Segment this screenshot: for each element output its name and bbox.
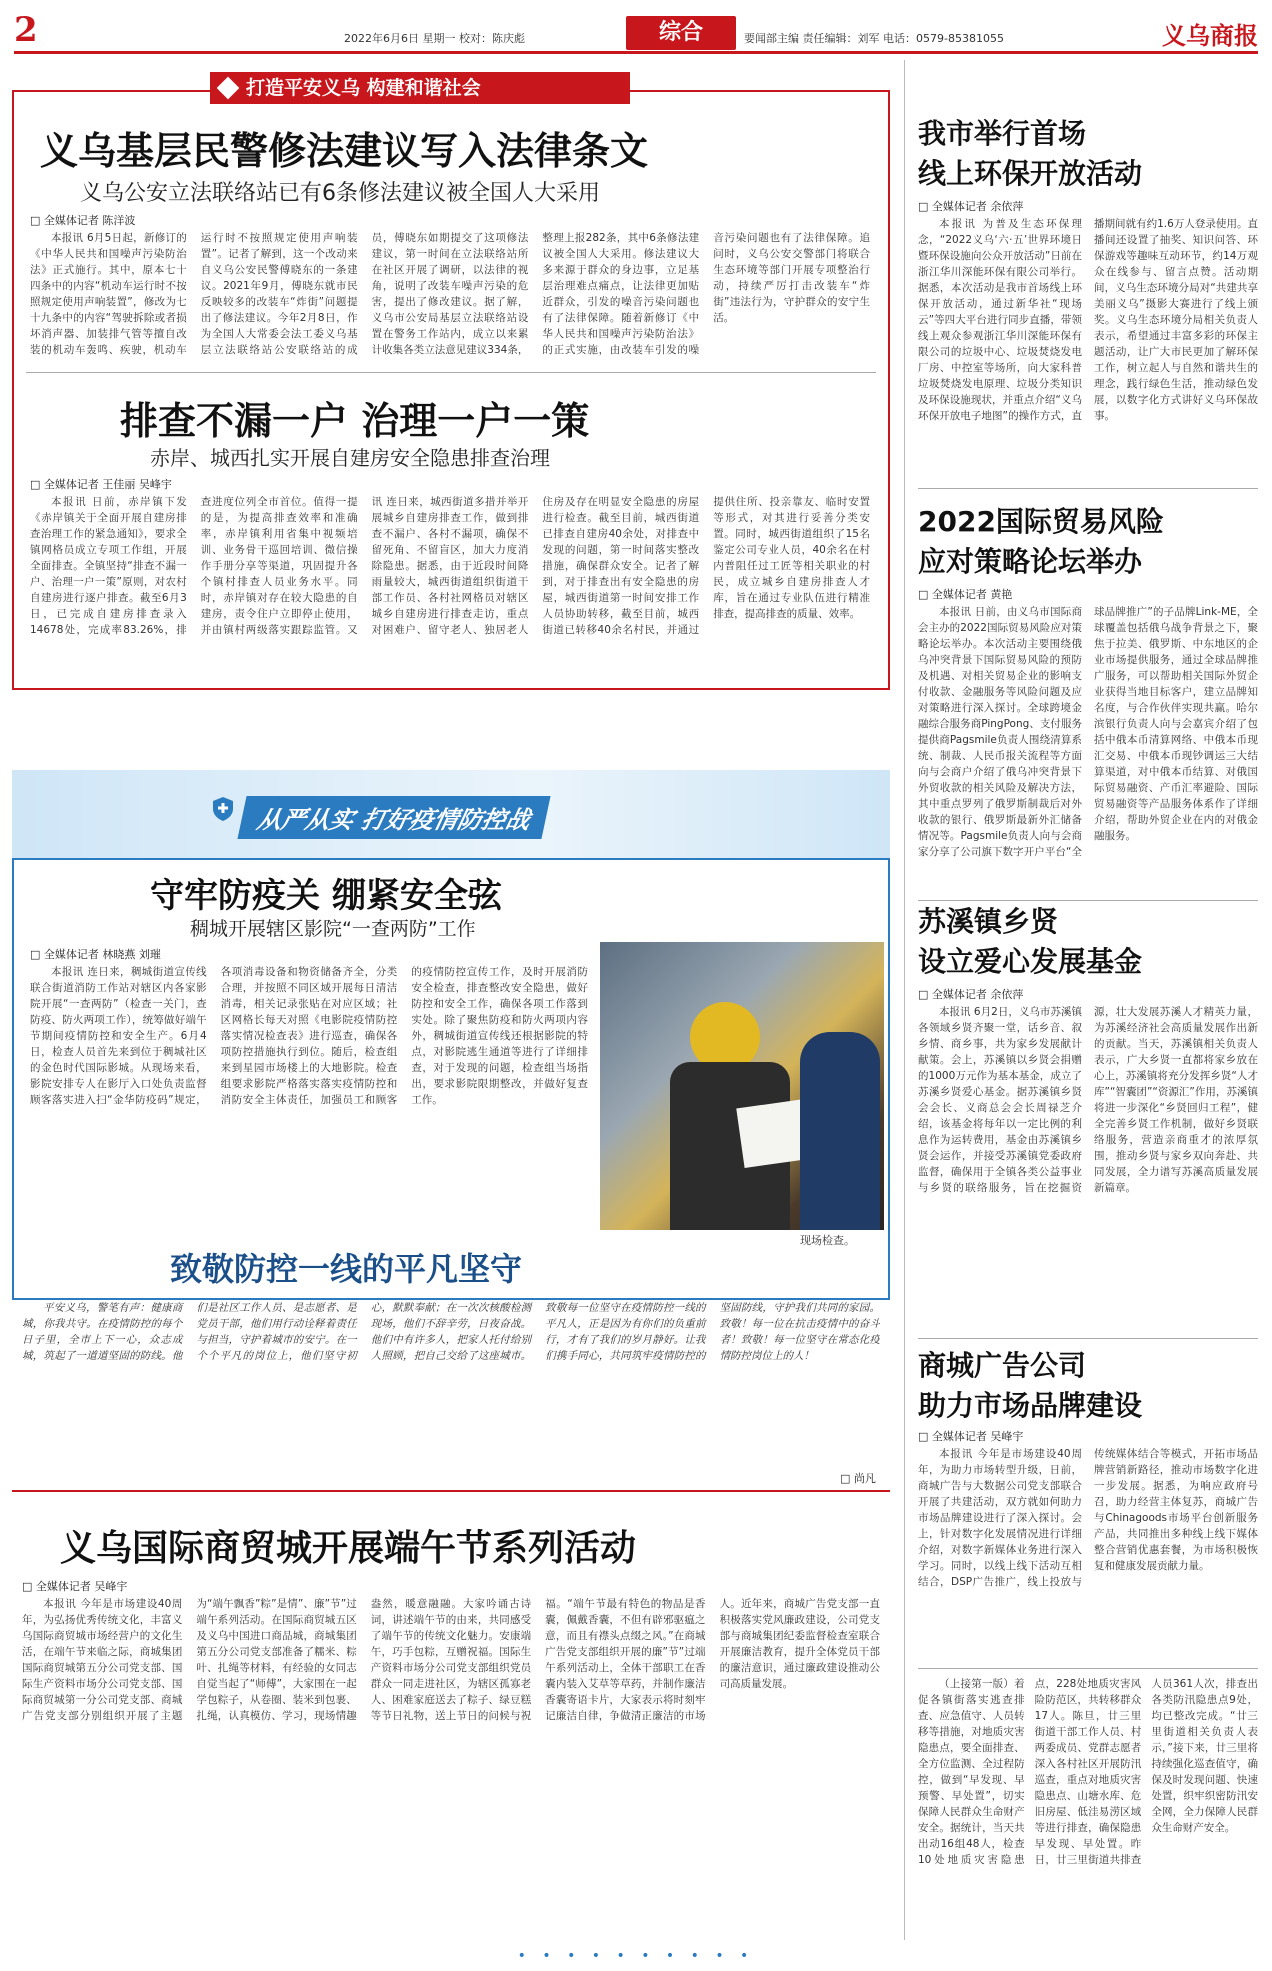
article7-byline: □ 全媒体记者 黄艳: [918, 586, 1012, 602]
article5-body-text: 本报讯 今年是市场建设40周年，为弘扬优秀传统文化，丰富义乌国际商贸城市场经营户的文化生活，在端午节来临之际，商城集团国际商贸城第五分公司党支部、国际生产资料市场分公司党支部、国际商贸城第一分公司党支部、商城广告党支部分别组织开展了主题为“端午飘香”粽”是情”、廉”节”过端午系列活动。在国际商贸城五区及义乌中国进口商品城，商城集团第五分公司党支部准备了糯米、粽叶、扎绳等材料，有经验的女同志自觉当起了“师傅”，大家围在一起学包粽子，从卷圈、装米到包裹、扎绳，认真模仿、学习，现场情趣盎然，暖意融融。大家吟诵古诗词，讲述端午节的由来，共同感受了端午节的传统文化魅力。安康端午，巧手包粽，互赠祝福。国际生产资料市场分公司党支部组织党员群众一同走进社区，为辖区孤寡老人、困难家庭送去了粽子、绿豆糕等节日礼物，送上节日的问候与祝福。“端午节最有特色的物品是香囊，佩戴香囊，不但有辟邪驱瘟之意，而且有襟头点缀之风。”在商城广告党支部组织开展的廉”节”过端午系列活动上，全体干部职工在香囊内装入艾草等草药，并制作廉洁香囊寄语卡片，大家表示将时刻牢记廉洁自律，争做清正廉洁的市场人。近年来，商城广告党支部一直积极落实党风廉政建设，公司党支部与商城集团纪委监督检查室联合开展廉洁教育，提升全体党员干部的廉洁意识，通过廉政建设推动公司高质量发展。: [22, 1598, 880, 1722]
article1-byline: □ 全媒体记者 陈洋波: [30, 212, 135, 228]
article4-body-text: 平安义乌，警笔有声：健康商城，你我共守。在疫情防控的每个日子里，全市上下一心，众志成城，筑起了一道道坚固的防线。他们是社区工作人员、是志愿者、是党员干部，他们用行动诠释着责任与担当，守护着城市的安宁。在一个个平凡的岗位上，他们坚守初心，默默奉献；在一次次核酸检测现场，他们不辞辛劳，日夜奋战。他们中有许多人，把家人托付给别人照顾，把自己交给了这座城市。致敬每一位坚守在疫情防控一线的平凡人，正是因为有你们的负重前行，才有了我们的岁月静好。让我们携手同心，共同筑牢疫情防控的坚固防线，守护我们共同的家园。致敬！每一位在抗击疫情中的奋斗者！致敬！每一位坚守在常态化疫情防控岗位上的人！: [22, 1302, 880, 1362]
article6-title-line2: 线上环保开放活动: [918, 157, 1143, 190]
article8-body-text: 本报讯 6月2日，义乌市苏溪镇各领域乡贤齐聚一堂，话乡音、叙乡情、商乡事，共为家乡发展献计献策。会上，苏溪镇以乡贤会捐赠的1000万元作为基本基金，成立了苏溪乡贤爱心基金。据苏溪镇乡贤会会长、义商总会会长周禄芝介绍，该基金将每年以一定比例的利息作为运转费用，基金由苏溪镇乡贤会运作，并接受苏溪镇党委政府监督，确保用于全镇各类公益事业与乡贤的联络服务，旨在挖掘资源，壮大发展苏溪人才精英力量，为苏溪经济社会高质量发展作出新的贡献。当天，苏溪镇相关负责人表示，广大乡贤一直都将家乡放在心上，苏溪镇将充分发挥乡贤“人才库”“智囊团”“资源汇”作用，苏溪镇将进一步深化“乡贤回归工程”，健全完善乡贤工作机制，做好乡贤联络服务，营造亲商重才的浓厚氛围，推动乡贤与家乡双向奔赴、共同发展，全力谱写苏溪高质量发展新篇章。: [918, 1006, 1258, 1194]
article9-byline: □ 全媒体记者 吴峰宇: [918, 1428, 1023, 1444]
article3-body: [30, 964, 588, 1228]
article3-title: 守牢防疫关 绷紧安全弦: [150, 876, 502, 916]
article2-title: 排查不漏一户 治理一户一策: [120, 399, 590, 443]
article1-subtitle: 义乌公安立法联络站已有6条修法建议被全国人大采用: [80, 181, 600, 206]
section-label: 综合: [626, 16, 736, 50]
article1-body-text: 本报讯 6月5日起，新修订的《中华人民共和国噪声污染防治法》正式施行。其中，原本七十四条中的内容“机动车运行时不按照规定使用声响装置”，修改为七十九条中的内容“驾驶拆除或者损坏消声器、加装排气管等擅自改装的机动车轰鸣、疾驶，机动车运行时不按照规定使用声响装置”。记者了解到，这一个改动来自义乌公安民警傅晓东的一条建议。2021年9月，傅晓东就市民反映较多的改装车“炸街”问题提出了修法建议。今年2月8日，作为全国人大常委会法工委义乌基层立法联络站公安联络站的成员，傅晓东如期提交了这项修法建议，第一时间在立法联络站所在社区开展了调研，以法律的视角，说明了改装车噪声污染的危害，提出了修改建议。据了解，义乌市公安局基层立法联络站设置在警务工作站内，成立以来累计收集各类立法意见建议334条，整理上报282条，其中6条修法建议被全国人大采用。修法建议大多来源于群众的身边事，立足基层治理难点痛点，让法律更加贴近群众，引发的噪音污染问题也有了法律保障。随着新修订《中华人民共和国噪声污染防治法》的正式实施，由改装车引发的噪音污染问题也有了法律保障。追问时，义乌公安交警部门将联合生态环境等部门开展专项整治行动，持续严厉打击改装车“炸街”违法行为，守护群众的安宁生活。: [30, 232, 870, 356]
photo-caption: 现场检查。: [800, 1234, 855, 1247]
article2-subtitle: 赤岸、城西扎实开展自建房安全隐患排查治理: [150, 446, 550, 470]
article9-title-line1: 商城广告公司: [918, 1349, 1087, 1382]
divider: [12, 1490, 890, 1492]
divider: [918, 1668, 1258, 1669]
safety-banner: 打造平安义乌 构建和谐社会: [210, 72, 630, 104]
article7-title-line2: 应对策略论坛举办: [918, 545, 1143, 578]
article1-body: [30, 230, 870, 362]
article9-title-line2: 助力市场品牌建设: [918, 1389, 1143, 1422]
article4-body-columns: [22, 1300, 880, 1468]
date-line: 2022年6月6日 星期一 校对：陈庆彪: [344, 32, 525, 45]
article4-author: □ 尚凡: [840, 1470, 876, 1486]
article6-byline: □ 全媒体记者 余依萍: [918, 198, 1023, 214]
page-number: 2: [14, 10, 38, 50]
article9-body: [918, 1446, 1258, 1662]
article8-body: [918, 1004, 1258, 1330]
article9-body-text: 本报讯 今年是市场建设40周年，为助力市场转型升级，日前，商城广告与大数据公司党支部联合开展了共建活动，双方就如何助力市场品牌建设进行了深入探讨。会上，针对数字化发展情况进行详细介绍，对数字新媒体业务进行深入学习。同时，以线上线下活动互相结合，DSP广告推广，线上投放与传统媒体结合等模式，开拓市场品牌营销新路径，推动市场数字化进一步发展。据悉，为响应政府号召，助力经营主体复苏，商城广告与Chinagoods市场平台创新服务产品，共同推出多种线上线下媒体整合营销优惠套餐，为市场积极恢复和健康发展贡献力量。: [918, 1448, 1258, 1588]
paper-logo: 义乌商报: [1162, 21, 1258, 50]
inspection-photo: [600, 942, 884, 1230]
article3-body-text: 本报讯 连日来，稠城街道宣传线联合街道消防工作站对辖区内各家影院开展“一查两防”（检查一关门，查防疫、防火两项工作），统筹做好端午节期间疫情防控和安全生产。6月4日，检查人员首先来到位于稠城社区的金色时代国际影城。从现场来看，影院安排专人在影厅入口处负责监督顾客落实进入扫“金华防疫码”规定，各项消毒设备和物资储备齐全，分类合理，并按照不同区域开展每日清洁消毒，相关记录张贴在对应区域；社区网格长每天对照《电影院疫情防控落实情况检查表》进行巡查，确保各项防控措施执行到位。随后，检查组来到星园市场楼上的大地影院。检查组要求影院严格落实落实疫情防控和消防安全主体责任，加强员工和顾客的疫情防控宣传工作，及时开展消防安全检查，排查整改安全隐患，做好防控和安全工作，确保各项工作落到实处。除了聚焦防疫和防火两项内容外，稠城街道宣传线还根据影院的特点，对影院逃生通道等进行了详细排查，对于发现的问题，检查组当场指出，要求影院限期整改，并做好复查工作。: [30, 966, 588, 1106]
article5-byline: □ 全媒体记者 吴峰宇: [22, 1578, 127, 1594]
article7-body: [918, 604, 1258, 894]
article1-title: 义乌基层民警修法建议写入法律条文: [40, 129, 649, 173]
article2-byline: □ 全媒体记者 王佳丽 吴峰宇: [30, 476, 172, 492]
article4-title: 致敬防控一线的平凡坚守: [170, 1250, 523, 1288]
article10-body: [918, 1676, 1258, 1942]
article3-subtitle: 稠城开展辖区影院“一查两防”工作: [190, 918, 476, 940]
article6-body: [918, 216, 1258, 480]
article3-byline: □ 全媒体记者 林晓燕 刘璀: [30, 946, 161, 962]
article8-title-line2: 设立爱心发展基金: [918, 945, 1143, 978]
masthead: [14, 10, 1258, 54]
article5-title: 义乌国际商贸城开展端午节系列活动: [60, 1528, 637, 1569]
article2-body: [30, 494, 870, 682]
article8-byline: □ 全媒体记者 余依萍: [918, 986, 1023, 1002]
epidemic-banner: [12, 770, 890, 860]
staff-figure: [800, 1032, 880, 1230]
article7-body-text: 本报讯 日前，由义乌市国际商会主办的2022国际贸易风险应对策略论坛举办。本次活动主要围绕俄乌冲突背景下国际贸易风险的预防及机遇、对相关贸易企业的影响支付收款、金融服务等风险问题及应对策略进行深入探讨。全球跨境金融综合服务商PingPong、支付服务提供商Pagsmile负责人围绕清算系统、制裁、人民币报关流程等方面向与会商户介绍了俄乌冲突背景下外贸收款的相关风险及解决方法，其中重点罗列了俄罗斯制裁后对外收款的银行、俄罗斯最新外汇储备情况等。Pagsmile负责人向与会商家分享了公司旗下数字开户平台“全球品牌推广”的子品牌Link-ME，全球覆盖包括俄乌战争背景之下，聚焦于拉美、俄罗斯、中东地区的企业市场提供服务，通过全球品牌推广服务，可以帮助相关国际外贸企业获得当地目标客户，建立品牌知名度，与合作伙伴实现共赢。哈尔滨银行负责人向与会嘉宾介绍了包括中俄本币清算网络、中俄本币现汇交易、中俄本币现钞调运三大结算渠道，对中俄本币结算、对俄国际贸易融资、产币汇率避险、国际贸易融资等产品服务体系作了详细介绍，帮助外贸企业在内的对俄金融服务。: [918, 606, 1258, 858]
article7-title-line1: 2022国际贸易风险: [918, 505, 1164, 538]
article5-body: [22, 1596, 880, 1942]
article6-title-line1: 我市举行首场: [918, 117, 1087, 150]
epidemic-slogan: 从严从实 打好疫情防控战: [237, 796, 550, 839]
column-divider: [904, 60, 905, 1940]
article8-title-line1: 苏溪镇乡贤: [918, 905, 1059, 938]
article2-body-text: 本报讯 日前，赤岸镇下发《赤岸镇关于全面开展自建房排查治理工作的紧急通知》，要求全镇网格员成立专项工作组，开展全面排查。全镇坚持“排查不漏一户、治理一户一策”原则，对农村自建房进行逐户排查。截至6月3日，已完成自建房排查录入14678处，完成率83.26%，排查进度位列全市首位。值得一提的是，为提高排查效率和准确率，赤岸镇利用省集中视频培训、业务骨干巡回培训、微信操作手册分享等渠道，巩固提升各个镇村排查人员业务水平。同时，赤岸镇对存在较大隐患的自建房，责令住户立即停止使用，并由镇村两级落实跟踪监管。又讯 连日来，城西街道多措并举开展城乡自建房排查工作，做到排查不漏户、各村不漏项，确保不留死角、不留盲区，加大力度消除隐患。据悉，由于近段时间降雨量较大，城西街道组织街道干部工作员、各村社网格员对辖区城乡自建房进行排查走访，重点对困难户、留守老人、独居老人住房及存在明显安全隐患的房屋进行检查。截至目前，城西街道已排查自建房40余处，对排查中发现的问题，第一时间落实整改措施，确保群众安全。记者了解到，对于排查出有安全隐患的房屋，城西街道第一时间安排工作人员协助转移，截至目前，城西街道已转移40余名村民，并通过提供住所、投亲靠友、临时安置等形式，对其进行妥善分类安置。同时，城西街道组织了15名鉴定公司专业人员，40余名在村内普阻任过工匠等相关职业的村民，成立城乡自建房排查人才库，旨在通过专业队伍进行精准排查，提高排查的质量、效率。: [30, 496, 870, 636]
article6-body-text: 本报讯 为普及生态环保理念，“2022义乌‘六·五’世界环境日暨环保设施向公众开放活动”日前在浙江华川深能环保有限公司举行。据悉，本次活动是我市首场线上环保开放活动，通过新华社“现场云”等四大平台进行同步直播，带领线上观众参观浙江华川深能环保有限公司的垃圾中心、垃圾焚烧发电厂房、中控室等场所，向大家科普垃圾焚烧发电原理、垃圾分类知识及环保设施现状，并重点介绍“义乌环保开放电子地图”的操作方式，直播期间就有约1.6万人登录使用。直播间还设置了抽奖、知识问答、环保游戏等趣味互动环节，约14万观众在线参与、留言点赞。活动期间，义乌生态环境分局对“共建共享 美丽义乌”摄影大赛进行了线上颁奖。义乌生态环境分局相关负责人表示，希望通过丰富多彩的环保主题活动，让广大市民更加了解环保工作，树立起人与自然和谐共生的理念，践行绿色生活，推动绿色发展，以数字化方式讲好义乌环保故事。: [918, 218, 1258, 422]
divider: [26, 372, 876, 373]
page-footer-dots: • • • • • • • • • •: [517, 1948, 755, 1964]
divider: [918, 488, 1258, 489]
divider: [918, 1338, 1258, 1339]
editor-line: 要闻部主编 责任编辑：刘军 电话：0579-85381055: [744, 32, 1004, 45]
shield-icon: [212, 796, 234, 822]
article10-body-text: （上接第一版）着促各镇街落实逃查排查、应急值守、人员转移等措施，对地质灾害隐患点，要全面排查、全方位监测、全过程防控，做到“早发现、早预警、早处置”，切实保障人民群众生命财产安全。据统计，当天共出动16组48人，检查10处地质灾害隐患点，228处地质灾害风险防范区，共转移群众17人。陈旦，廿三里街道干部工作人员、村两委成员、党群志愿者深入各村社区开展防汛巡查，重点对地质灾害隐患点、山塘水库、危旧房屋、低洼易涝区域等进行排查，确保隐患早发现、早处置。昨日，廿三里街道共排查人员361人次，排查出各类防汛隐患点9处，均已整改完成。“廿三里街道相关负责人表示，”接下来，廿三里将持续强化巡查值守，确保及时发现问题、快速处置，织牢织密防汛安全网，全力保障人民群众生命财产安全。: [918, 1678, 1258, 1866]
